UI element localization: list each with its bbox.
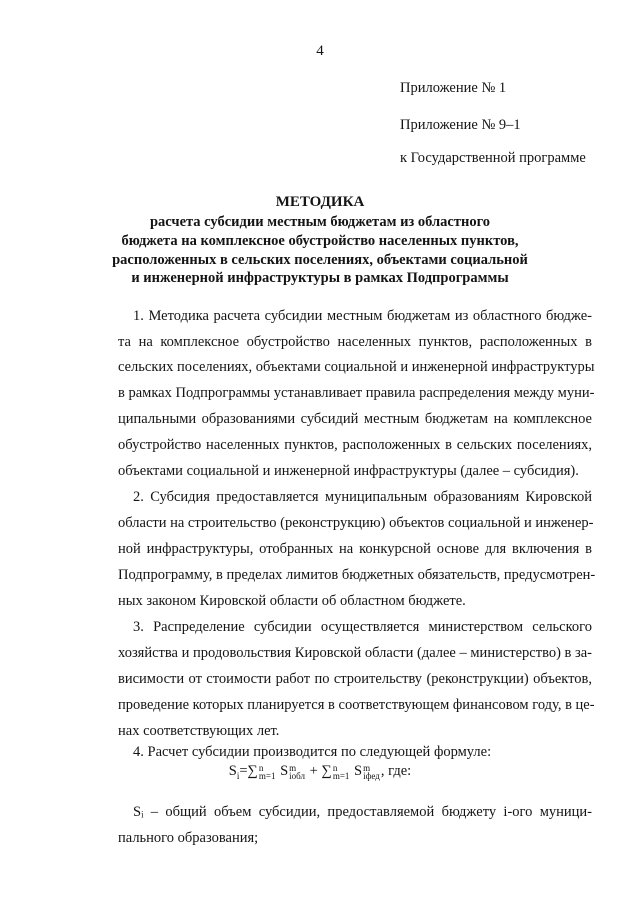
paragraph-3-line: 3. Распределение субсидии осуществляется министерством сельского bbox=[133, 619, 592, 635]
paragraph-3-line: проведение которых планируется в соответствующем финансовом году, в це- bbox=[118, 697, 595, 713]
formula-equals: = bbox=[239, 763, 248, 779]
paragraph-4-line: 4. Расчет субсидии производится по следующей формуле: bbox=[133, 744, 492, 760]
subtitle-line: расчета субсидии местным бюджетам из областного bbox=[149, 214, 491, 230]
paragraph-2-line: ных законом Кировской области об областном бюджете. bbox=[118, 593, 466, 609]
formula-sum-1: ∑ n m=1 bbox=[247, 762, 276, 781]
paragraph-1-line: 1. Методика расчета субсидии местным бюджетам из областного бюдже- bbox=[133, 308, 592, 324]
paragraph-3-line: хозяйства и продовольствия Кировской области (далее – министерство) в за- bbox=[118, 645, 592, 661]
subtitle-line: и инженерной инфраструктуры в рамках Подпрограммы bbox=[131, 270, 509, 286]
paragraph-1-line: обустройство населенных пунктов, расположенных в сельских поселениях, bbox=[118, 437, 592, 453]
paragraph-5-line: пального образования; bbox=[118, 830, 259, 846]
formula-sum-2: ∑ n m=1 bbox=[321, 762, 350, 781]
appendix-number-1: Приложение № 1 bbox=[400, 80, 507, 96]
formula-tail: , где: bbox=[380, 763, 412, 779]
paragraph-2-line: области на строительство (реконструкцию) объектов социальной и инженер- bbox=[118, 515, 594, 531]
formula-lhs: $S_i$ bbox=[228, 763, 240, 781]
paragraph-1-line: сельских поселениях, объектами социальной и инженерной инфраструктуры bbox=[118, 359, 595, 375]
paragraph-1-line: ципальными образованиями субсидий местным бюджетам на комплексное bbox=[118, 411, 592, 427]
formula-term-obl: S m iобл bbox=[280, 762, 306, 781]
formula-plus: + bbox=[309, 763, 318, 779]
paragraph-1-line: та на комплексное обустройство населенных пунктов, расположенных в bbox=[118, 334, 592, 350]
page-number: 4 bbox=[316, 43, 324, 59]
subtitle-line: расположенных в сельских поселениях, объектами социальной bbox=[112, 252, 528, 268]
formula-term-fed: S m iфед bbox=[354, 762, 380, 781]
document-title: МЕТОДИКА bbox=[275, 194, 365, 210]
paragraph-2-line: 2. Субсидия предоставляется муниципальным образованиям Кировской bbox=[133, 489, 592, 505]
subsidy-formula bbox=[0, 763, 640, 781]
paragraph-3-line: висимости от стоимости работ по строительству (реконструкции) объектов, bbox=[118, 671, 592, 687]
paragraph-1-line: объектами социальной и инженерной инфраструктуры (далее – субсидия). bbox=[118, 463, 579, 479]
paragraph-1-line: в рамках Подпрограммы устанавливает правила распределения между муни- bbox=[118, 385, 595, 401]
subtitle-line: бюджета на комплексное обустройство населенных пунктов, bbox=[121, 233, 519, 249]
paragraph-3-line: нах соответствующих лет. bbox=[118, 723, 280, 739]
paragraph-5-line: Sᵢ – общий объем субсидии, предоставляемой бюджету i-ого муници- bbox=[133, 804, 592, 820]
paragraph-2-line: ной инфраструктуры, отобранных на конкурсной основе для включения в bbox=[118, 541, 592, 557]
appendix-reference: к Государственной программе bbox=[400, 150, 586, 166]
paragraph-2-line: Подпрограмму, в пределах лимитов бюджетных обязательств, предусмотрен- bbox=[118, 567, 596, 583]
appendix-number-9-1: Приложение № 9–1 bbox=[400, 117, 521, 133]
